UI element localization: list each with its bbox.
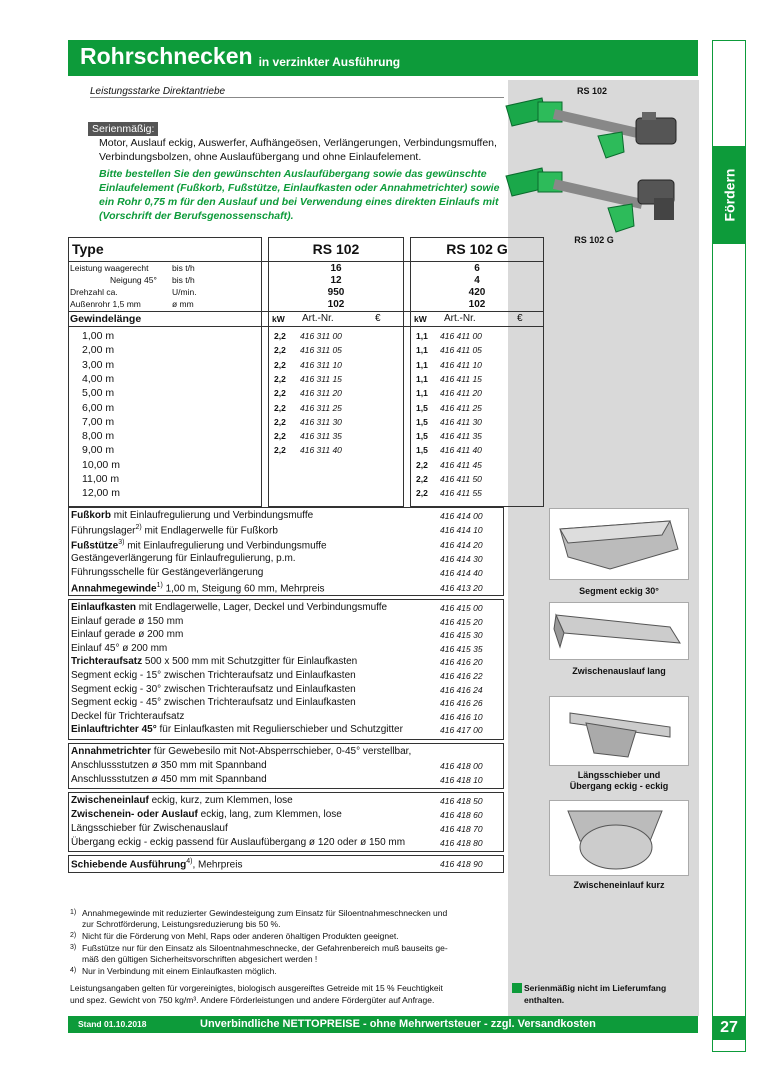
acc-item-text: mit Endlagerwelle für Fußkorb	[141, 525, 278, 537]
acc-item	[71, 746, 411, 757]
acc-art-nr: 416 415 00	[440, 603, 483, 613]
length-value: 12,00 m	[82, 487, 120, 500]
acc-art-nr: 416 416 10	[440, 711, 483, 722]
acc-item-bold: Einlauftrichter 45°	[71, 724, 157, 736]
acc-item-bold: Schiebende Ausführung	[71, 859, 187, 871]
acc-block-2	[68, 599, 504, 740]
acc-item-text: mit Einlaufregulierung und Verbindungsmuffe	[124, 539, 327, 551]
acc-item-text: mit Endlagerwelle, Lager, Deckel und Verbindungsmuffe	[136, 602, 388, 613]
art-nr-rs102g: 416 411 05	[440, 345, 482, 356]
art-nr-rs102g: 416 411 10	[440, 359, 482, 370]
acc-block-5	[68, 855, 504, 873]
divider	[90, 97, 504, 98]
acc-item-text: Gestängeverlängerung für Einlaufregulierung, p.m.	[71, 552, 296, 564]
acc-item-text: Segment eckig - 45° zwischen Trichteraufsatz und Einlaufkasten	[71, 697, 356, 709]
footnote-number: 2)	[70, 932, 77, 939]
acc-item	[71, 629, 183, 640]
spec-row-value-rs102g: 6	[474, 263, 480, 274]
spec-row-label: Leistung waagerecht	[70, 263, 149, 273]
kw-value-rs102g: 1,5	[416, 431, 428, 442]
length-value: 2,00 m	[82, 344, 115, 357]
footnote-text: Annahmegewinde mit reduzierter Gewindesteigung zum Einsatz für Siloentnahmeschnecken und	[82, 908, 448, 918]
footnote-number: 3)	[70, 944, 77, 951]
acc-art-nr: 416 416 20	[440, 657, 483, 668]
acc-item	[71, 809, 342, 820]
length-value: 10,00 m	[82, 458, 120, 471]
model-rs102: RS 102	[312, 241, 360, 257]
legend-line-2: enthalten.	[524, 995, 565, 1005]
footnote-number: 4)	[70, 967, 77, 974]
acc-block-3	[68, 743, 504, 789]
acc-art-nr: 416 415 20	[440, 616, 483, 627]
acc-item	[71, 553, 296, 564]
acc-art-nr: 416 418 80	[440, 838, 483, 848]
page-number: 27	[712, 1016, 746, 1040]
footnote-text: zur Schrotförderung, Leistungsreduzierung bis 50 %.	[82, 919, 281, 929]
length-value: 1,00 m	[82, 330, 115, 342]
spec-row-unit: ø mm	[172, 299, 194, 309]
spec-row-value-rs102: 102	[327, 299, 345, 310]
acc-art-nr: 416 418 90	[440, 859, 483, 869]
acc-item-bold: Trichteraufsatz	[71, 656, 143, 668]
acc-item	[71, 858, 242, 870]
acc-art-nr: 416 414 30	[440, 553, 483, 564]
kw-value-rs102: 2,2	[274, 359, 286, 370]
footnote-text: mäß den gültigen Sicherheitsvorschriften abgesichert werden !	[82, 954, 318, 964]
acc-item-bold: Zwischeneinlauf	[71, 795, 149, 806]
acc-item	[71, 602, 387, 613]
kw-value-rs102g: 1,1	[416, 359, 428, 370]
label-laengs-2: Übergang eckig - eckig	[569, 781, 669, 791]
acc-art-nr: 416 418 70	[440, 824, 483, 834]
acc-item-text: 500 x 500 mm mit Schutzgitter für Einlaufkasten	[142, 656, 358, 668]
col-kw-2: kW	[414, 314, 427, 324]
col-art-1: Art.-Nr.	[302, 313, 334, 324]
art-nr-rs102: 416 311 35	[300, 431, 342, 442]
acc-art-nr: 416 418 10	[440, 775, 483, 785]
label-laengs-1: Längsschieber und	[577, 770, 661, 780]
acc-item-text: Übergang eckig - eckig passend für Auslaufübergang ø 120 oder ø 150 mm	[71, 837, 406, 848]
length-value: 8,00 m	[82, 430, 115, 443]
acc-item-bold: Annahmegewinde	[71, 582, 157, 594]
footnote-text: Fußstütze nur für den Einsatz als Siloentnahmeschnecke, der Gefahrenbereich muß bauseits ge-	[82, 943, 448, 953]
art-nr-rs102g: 416 411 30	[440, 416, 482, 427]
image-label-rs102: RS 102	[576, 86, 608, 96]
acc-item-bold: Annahmetrichter	[71, 746, 152, 757]
kw-value-rs102g: 1,5	[416, 416, 428, 427]
acc-item	[71, 524, 278, 536]
art-nr-rs102g: 416 411 15	[440, 373, 482, 384]
acc-item-text: für Gewebesilo mit Not-Absperrschieber, 0-45° verstellbar,	[151, 746, 412, 757]
image-label-rs102g: RS 102 G	[574, 235, 614, 245]
acc-item-text: Anschlussstutzen ø 350 mm mit Spannband	[71, 760, 267, 771]
acc-item-text: für Einlaufkasten mit Regulierschieber und Schutzgitter	[156, 724, 403, 736]
acc-item	[71, 795, 293, 806]
spec-row-unit: U/min.	[172, 287, 197, 297]
serienmaessig-label: Serienmäßig:	[88, 122, 158, 136]
legend-swatch	[512, 983, 522, 993]
stand-date: Stand 01.10.2018	[78, 1019, 147, 1029]
acc-art-nr: 416 414 40	[440, 568, 483, 579]
acc-art-nr: 416 416 26	[440, 698, 483, 709]
col-art-2: Art.-Nr.	[444, 313, 476, 324]
art-nr-rs102: 416 311 05	[300, 345, 342, 356]
spec-row-value-rs102: 12	[330, 275, 342, 286]
acc-item	[71, 724, 403, 735]
footnote-ref: 2)	[135, 524, 142, 532]
serienmaessig-text: Motor, Auslauf eckig, Auswerfer, Aufhängeösen, Verlängerungen, Verbindungsmuffen, Verbindungsbolzen, ohne Auslaufübergang und ohne Einlaufelement.	[99, 137, 497, 163]
acc-item-bold: Fußkorb	[71, 510, 111, 521]
spec-row-value-rs102g: 420	[468, 287, 486, 298]
acc-art-nr: 416 418 50	[440, 796, 483, 806]
acc-item	[71, 774, 267, 785]
model-rs102g: RS 102 G	[446, 241, 508, 257]
acc-item	[71, 711, 184, 722]
type-label: Type	[72, 241, 104, 257]
rs102g-image	[502, 166, 692, 236]
art-nr-rs102g: 416 411 20	[440, 388, 482, 399]
acc-art-nr: 416 414 00	[440, 511, 483, 521]
label-zwischeneinlauf: Zwischeneinlauf kurz	[573, 880, 665, 890]
note-line-1: Leistungsangaben gelten für vorgereinigtes, biologisch ausgereiftes Getreide mit 15 % Feuchtigkeit	[70, 983, 443, 993]
acc-item	[71, 823, 228, 834]
length-value: 9,00 m	[82, 444, 115, 457]
lead-text: Leistungsstarke Direktantriebe	[90, 86, 226, 97]
kw-value-rs102g: 2,2	[416, 474, 428, 484]
art-nr-rs102: 416 311 25	[300, 402, 342, 413]
kw-value-rs102g: 1,5	[416, 402, 428, 413]
acc-item-text: 1,00 m, Steigung 60 mm, Mehrpreis	[162, 582, 325, 594]
spec-row-value-rs102: 950	[327, 287, 345, 298]
art-nr-rs102: 416 311 00	[300, 331, 342, 341]
kw-value-rs102: 2,2	[274, 416, 286, 427]
acc-item-bold: Fußstütze	[71, 539, 119, 551]
footnote-ref: 1)	[156, 581, 163, 589]
acc-art-nr: 416 413 20	[440, 582, 483, 593]
acc-art-nr: 416 416 24	[440, 684, 483, 695]
acc-item	[71, 616, 183, 627]
label-zwischenauslauf: Zwischenauslauf lang	[572, 666, 666, 676]
acc-art-nr: 416 415 30	[440, 630, 483, 641]
art-nr-rs102g: 416 411 55	[440, 488, 482, 499]
acc-item-text: eckig, lang, zum Klemmen, lose	[197, 809, 342, 820]
label-segment: Segment eckig 30°	[579, 586, 659, 596]
spec-row-unit: bis t/h	[172, 263, 195, 273]
art-nr-rs102g: 416 411 45	[440, 459, 482, 470]
acc-item	[71, 670, 356, 681]
acc-art-nr: 416 414 20	[440, 539, 483, 550]
acc-item	[71, 582, 325, 594]
footer-bar	[68, 1016, 698, 1033]
acc-item-text: Anschlussstutzen ø 450 mm mit Spannband	[71, 774, 267, 785]
kw-value-rs102g: 1,1	[416, 373, 428, 384]
kw-value-rs102: 2,2	[274, 388, 286, 399]
kw-value-rs102: 2,2	[274, 402, 286, 413]
art-nr-rs102: 416 311 20	[300, 388, 342, 399]
spec-row-value-rs102g: 4	[474, 275, 480, 286]
length-value: 3,00 m	[82, 358, 115, 371]
spec-row-value-rs102: 16	[330, 263, 342, 274]
segment-image	[549, 508, 689, 580]
acc-block-4	[68, 792, 504, 852]
spec-row-unit: bis t/h	[172, 275, 195, 285]
acc-art-nr: 416 415 35	[440, 643, 483, 654]
acc-item-text: , Mehrpreis	[192, 859, 243, 871]
kw-value-rs102g: 2,2	[416, 459, 428, 470]
art-nr-rs102g: 416 411 00	[440, 331, 482, 341]
acc-item-text: Führungslager	[71, 525, 136, 537]
kw-value-rs102g: 2,2	[416, 488, 428, 499]
acc-item	[71, 510, 313, 521]
art-nr-rs102: 416 311 30	[300, 416, 342, 427]
acc-item-text: Einlauf gerade ø 150 mm	[71, 615, 184, 627]
kw-value-rs102: 2,2	[274, 345, 286, 356]
kw-value-rs102g: 1,1	[416, 345, 428, 356]
length-value: 11,00 m	[82, 473, 120, 485]
col-kw-1: kW	[272, 314, 285, 324]
footnote-text: Nicht für die Förderung von Mehl, Raps oder anderen öhaltigen Produkten geeignet.	[82, 931, 399, 941]
acc-art-nr: 416 414 10	[440, 525, 483, 536]
kw-value-rs102: 2,2	[274, 445, 286, 456]
acc-art-nr: 416 417 00	[440, 725, 483, 736]
note-line-2: und spez. Gewicht von 750 kg/m³. Andere Förderleistungen und andere Fördergüter auf Anfrage.	[70, 995, 435, 1005]
acc-item	[71, 539, 327, 551]
acc-item-text: Längsschieber für Zwischenauslauf	[71, 823, 228, 834]
acc-art-nr: 416 418 00	[440, 761, 483, 771]
acc-item-text: eckig, kurz, zum Klemmen, lose	[148, 795, 293, 806]
art-nr-rs102: 416 311 15	[300, 373, 342, 384]
acc-art-nr: 416 416 22	[440, 671, 483, 681]
spec-row-label: Außenrohr 1,5 mm	[70, 299, 141, 309]
acc-item-text: Segment eckig - 30° zwischen Trichteraufsatz und Einlaufkasten	[71, 683, 356, 695]
kw-value-rs102: 2,2	[274, 331, 286, 341]
acc-item-text: Führungsschelle für Gestängeverlängerung	[71, 567, 264, 579]
zwischenauslauf-image	[549, 602, 689, 660]
acc-item	[71, 643, 167, 654]
kw-value-rs102g: 1,5	[416, 445, 428, 456]
kw-value-rs102g: 1,1	[416, 331, 428, 341]
acc-item-text: mit Einlaufregulierung und Verbindungsmuffe	[111, 510, 314, 521]
rs102-image	[502, 96, 692, 166]
laengsschieber-image	[549, 696, 689, 766]
acc-item	[71, 567, 263, 578]
art-nr-rs102g: 416 411 50	[440, 474, 482, 484]
length-value: 6,00 m	[82, 401, 115, 414]
art-nr-rs102g: 416 411 40	[440, 445, 482, 456]
spec-row-label: Neigung 45°	[110, 275, 157, 285]
footnote-ref: 4)	[186, 858, 193, 865]
acc-block-1	[68, 507, 504, 596]
spec-row-value-rs102g: 102	[468, 299, 486, 310]
acc-item-text: Einlauf 45° ø 200 mm	[71, 642, 168, 654]
acc-item-text: Einlauf gerade ø 200 mm	[71, 629, 184, 641]
gewinde-label: Gewindelänge	[70, 313, 142, 325]
acc-item-bold: Zwischenein- oder Auslauf	[71, 809, 198, 820]
kw-value-rs102: 2,2	[274, 373, 286, 384]
acc-item-bold: Einlaufkasten	[71, 602, 137, 613]
spec-row-label: Drehzahl ca.	[70, 287, 118, 297]
acc-art-nr: 416 418 60	[440, 810, 483, 820]
acc-item	[71, 697, 356, 708]
length-value: 5,00 m	[82, 387, 115, 400]
length-value: 4,00 m	[82, 372, 115, 385]
page-title: Rohrschnecken	[80, 43, 253, 69]
art-nr-rs102g: 416 411 25	[440, 402, 482, 413]
kw-value-rs102g: 1,1	[416, 388, 428, 399]
art-nr-rs102: 416 311 10	[300, 359, 342, 370]
art-nr-rs102g: 416 411 35	[440, 431, 482, 442]
col-eur-2: €	[517, 313, 523, 324]
acc-item-text: Deckel für Trichteraufsatz	[71, 710, 185, 722]
art-nr-rs102: 416 311 40	[300, 445, 342, 456]
footnote-number: 1)	[70, 909, 77, 916]
side-tab-label: Fördern	[721, 168, 738, 222]
legend-line-1: Serienmäßig nicht im Lieferumfang	[524, 983, 667, 993]
footnote-ref: 3)	[118, 538, 125, 546]
footnote-text: Nur in Verbindung mit einem Einlaufkasten möglich.	[82, 966, 277, 976]
acc-item	[71, 837, 405, 848]
acc-item	[71, 760, 267, 771]
order-hint: Bitte bestellen Sie den gewünschten Auslaufübergang sowie das gewünschte Einlaufelement (Fußkorb, Fußstütze, Einlaufkasten oder Annahmetrichter) sowie ein Rohr 0,75 m für den Auslauf und bei Verwendung eines direkten Einlaufs mit (Vorschrift der Berufsgenossenschaft).	[99, 168, 500, 222]
acc-item	[71, 656, 357, 667]
zwischeneinlauf-image	[549, 800, 689, 876]
col-eur-1: €	[375, 313, 381, 324]
kw-value-rs102: 2,2	[274, 431, 286, 442]
page-subtitle: in verzinkter Ausführung	[258, 55, 401, 69]
page-header	[68, 40, 698, 76]
length-value: 7,00 m	[82, 415, 115, 428]
acc-item	[71, 684, 356, 695]
net-price-note: Unverbindliche NETTOPREISE - ohne Mehrwertsteuer - zzgl. Versandkosten	[200, 1018, 596, 1030]
acc-item-text: Segment eckig - 15° zwischen Trichteraufsatz und Einlaufkasten	[71, 670, 356, 681]
